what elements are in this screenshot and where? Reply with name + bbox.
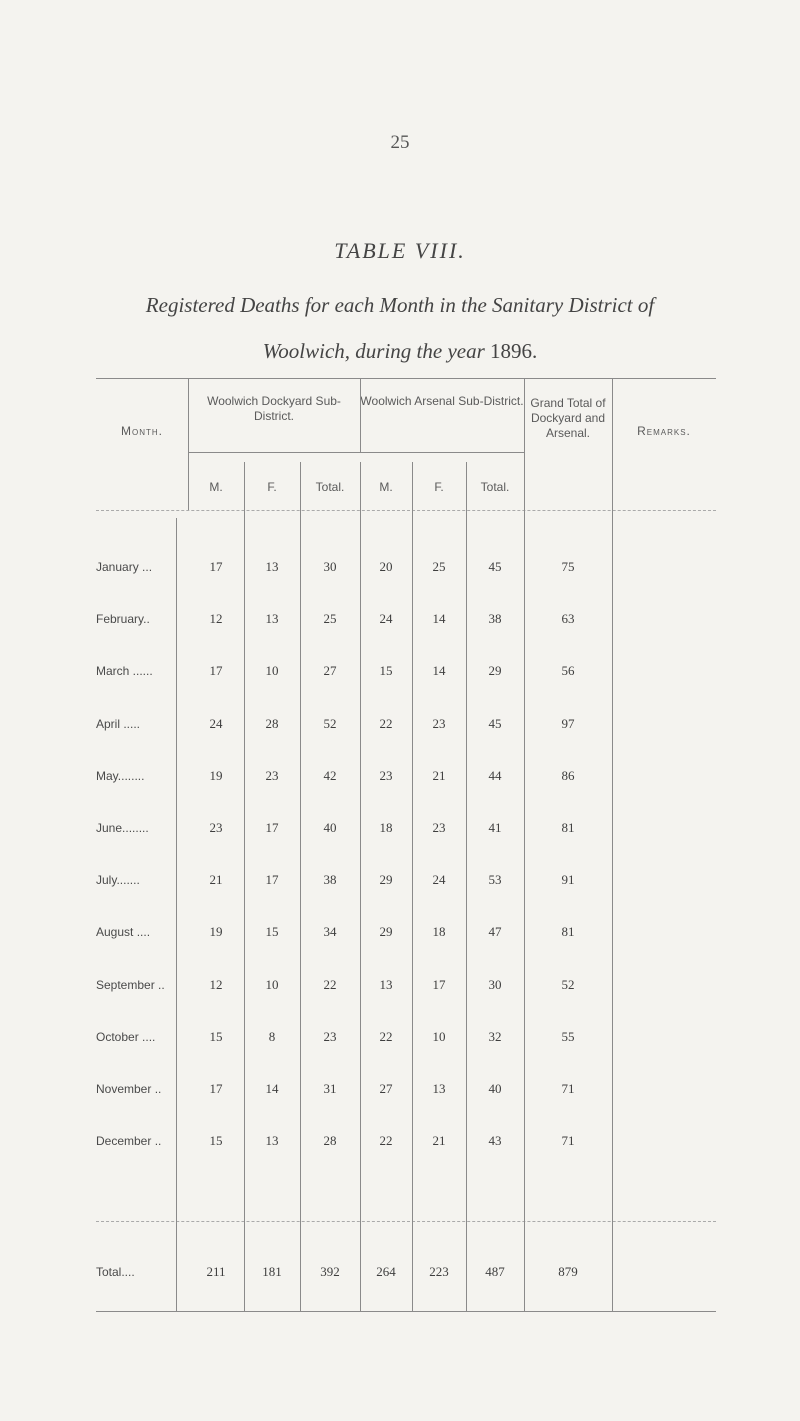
dockyard-male-cell: 19: [209, 924, 223, 940]
month-label: June........: [96, 821, 149, 835]
column-divider: [524, 378, 525, 1311]
dockyard-group-header: Woolwich Dockyard Sub-District.: [207, 394, 341, 423]
month-label: May........: [96, 768, 145, 783]
arsenal-female-cell: 14: [432, 611, 446, 627]
arsenal-header-rule: [360, 452, 524, 453]
arsenal-total-cell: 29: [488, 663, 502, 679]
dockyard-male-cell: 211: [206, 1264, 226, 1279]
dockyard-female-cell: 10: [265, 976, 279, 992]
month-column-header: Month.: [121, 424, 163, 438]
grand-total-cell: 75: [561, 559, 575, 574]
dockyard-male-cell: 12: [209, 976, 223, 992]
dockyard-male-cell: 17: [209, 559, 223, 574]
dockyard-female-cell: 13: [265, 559, 279, 574]
dockyard-total-cell: 23: [323, 1028, 337, 1044]
arsenal-female-cell: 21: [432, 1133, 446, 1149]
subtitle-line-2-text: Woolwich, during the year: [262, 339, 485, 363]
dockyard-total-cell: 42: [323, 767, 337, 783]
dockyard-total-cell: 52: [323, 715, 337, 731]
dockyard-male-cell: 24: [209, 715, 223, 731]
month-label: Total....: [96, 1265, 135, 1279]
arsenal-male-cell: 27: [379, 1081, 393, 1096]
dockyard-female-cell: 15: [265, 924, 279, 940]
arsenal-female-cell: 25: [432, 559, 446, 574]
arsenal-female-cell: 23: [432, 820, 446, 835]
month-label: January ...: [96, 560, 153, 574]
dockyard-female-cell: 17: [265, 820, 279, 835]
grand-total-cell: 91: [561, 872, 575, 888]
month-label: July.......: [96, 873, 140, 888]
table-top-rule: [96, 378, 716, 379]
dockyard-male-cell: 21: [209, 872, 223, 888]
arsenal-female-cell: 10: [432, 1028, 446, 1044]
arsenal-male-cell: 20: [379, 559, 393, 574]
dockyard-female-cell: 14: [265, 1081, 279, 1096]
arsenal-male-header: M.: [379, 480, 393, 494]
column-divider: [176, 518, 177, 1311]
arsenal-female-cell: 223: [429, 1264, 449, 1279]
remarks-column-header: Remarks.: [637, 424, 691, 438]
dockyard-female-cell: 17: [265, 872, 279, 888]
dockyard-total-cell: 34: [323, 924, 337, 940]
grand-total-cell: 71: [561, 1133, 575, 1149]
totals-rule: [96, 1221, 716, 1222]
table-title: TABLE VIII.: [334, 238, 466, 263]
dockyard-total-cell: 27: [323, 663, 337, 679]
month-label: November ..: [96, 1082, 162, 1096]
dockyard-female-cell: 28: [265, 715, 279, 731]
arsenal-group-header: Woolwich Arsenal Sub-District.: [360, 394, 524, 408]
arsenal-male-cell: 15: [379, 663, 393, 679]
grand-total-cell: 56: [561, 663, 575, 679]
arsenal-male-cell: 264: [376, 1264, 396, 1279]
arsenal-female-cell: 17: [432, 976, 446, 992]
column-header-rule: [96, 510, 716, 511]
grand-total-cell: 81: [561, 924, 575, 940]
dockyard-total-cell: 22: [323, 976, 337, 992]
month-label: March ......: [96, 664, 153, 679]
grand-total-cell: 86: [561, 767, 575, 783]
month-label: February..: [96, 612, 150, 627]
arsenal-male-cell: 24: [379, 611, 393, 627]
arsenal-male-cell: 29: [379, 924, 393, 940]
dockyard-male-cell: 15: [209, 1133, 223, 1149]
dockyard-female-cell: 10: [265, 663, 279, 679]
month-label: April .....: [96, 716, 141, 731]
dockyard-total-cell: 30: [323, 559, 337, 574]
subtitle-line-2: [80, 328, 720, 374]
arsenal-total-cell: 30: [488, 976, 502, 992]
arsenal-male-cell: 18: [379, 820, 393, 835]
dockyard-male-header: M.: [209, 480, 223, 494]
arsenal-total-cell: 38: [488, 611, 502, 627]
grand-total-cell: 97: [561, 715, 575, 731]
table-subtitle: [80, 282, 720, 374]
arsenal-female-cell: 23: [432, 715, 446, 731]
column-divider: [360, 378, 361, 452]
dockyard-total-cell: 392: [320, 1264, 340, 1279]
arsenal-total-cell: 44: [488, 767, 502, 783]
deaths-table: [96, 378, 716, 1313]
grand-total-cell: 63: [561, 611, 575, 627]
arsenal-female-cell: 13: [432, 1081, 446, 1096]
arsenal-female-cell: 18: [432, 924, 446, 940]
dockyard-male-cell: 12: [209, 611, 223, 627]
arsenal-female-cell: 24: [432, 872, 446, 888]
arsenal-total-cell: 32: [488, 1028, 502, 1044]
dockyard-female-cell: 13: [265, 1133, 279, 1149]
dockyard-male-cell: 17: [209, 663, 223, 679]
grand-total-cell: 52: [561, 976, 575, 992]
dockyard-total-cell: 28: [323, 1133, 337, 1149]
dockyard-male-cell: 17: [209, 1081, 223, 1096]
dockyard-header-rule: [188, 452, 360, 453]
arsenal-total-cell: 40: [488, 1081, 502, 1096]
dockyard-total-cell: 38: [323, 872, 337, 888]
month-label: September ..: [96, 977, 165, 992]
dockyard-total-cell: 25: [323, 611, 337, 627]
month-label: December ..: [96, 1134, 162, 1149]
page-number: 25: [390, 132, 410, 153]
column-divider: [188, 378, 189, 510]
arsenal-male-cell: 29: [379, 872, 393, 888]
arsenal-total-cell: 45: [488, 715, 502, 731]
arsenal-total-cell: 53: [488, 872, 502, 888]
arsenal-male-cell: 22: [379, 1028, 393, 1044]
dockyard-female-cell: 181: [262, 1264, 282, 1279]
arsenal-male-cell: 22: [379, 715, 393, 731]
dockyard-total-cell: 40: [323, 820, 337, 835]
month-label: October ....: [96, 1029, 156, 1044]
dockyard-male-cell: 23: [209, 820, 223, 835]
month-label: August ....: [96, 925, 151, 940]
subtitle-year: 1896.: [490, 339, 538, 363]
arsenal-total-cell: 487: [485, 1264, 505, 1279]
column-divider: [612, 378, 613, 1311]
arsenal-male-cell: 23: [379, 767, 393, 783]
dockyard-female-cell: 23: [265, 767, 279, 783]
dockyard-female-header: F.: [267, 480, 277, 494]
dockyard-male-cell: 15: [209, 1028, 223, 1044]
arsenal-total-header: Total.: [480, 480, 510, 494]
grand-total-cell: 71: [561, 1081, 575, 1096]
dockyard-female-cell: 8: [268, 1028, 276, 1044]
grand-total-cell: 879: [558, 1264, 578, 1279]
arsenal-total-cell: 43: [488, 1133, 502, 1149]
grand-total-cell: 81: [561, 820, 575, 835]
table-bottom-rule: [96, 1311, 716, 1312]
arsenal-female-header: F.: [434, 480, 444, 494]
dockyard-total-cell: 31: [323, 1081, 337, 1096]
arsenal-total-cell: 47: [488, 924, 502, 940]
arsenal-female-cell: 21: [432, 767, 446, 783]
arsenal-male-cell: 13: [379, 976, 393, 992]
dockyard-male-cell: 19: [209, 767, 223, 783]
dockyard-female-cell: 13: [265, 611, 279, 627]
grand-total-header: Grand Total of Dockyard and Arsenal.: [530, 396, 606, 440]
arsenal-female-cell: 14: [432, 663, 446, 679]
arsenal-total-cell: 41: [488, 820, 502, 835]
subtitle-line-1: Registered Deaths for each Month in the Sanitary District of: [145, 293, 655, 317]
dockyard-total-header: Total.: [315, 480, 345, 494]
arsenal-total-cell: 45: [488, 559, 502, 574]
arsenal-male-cell: 22: [379, 1133, 393, 1149]
grand-total-cell: 55: [561, 1028, 575, 1044]
